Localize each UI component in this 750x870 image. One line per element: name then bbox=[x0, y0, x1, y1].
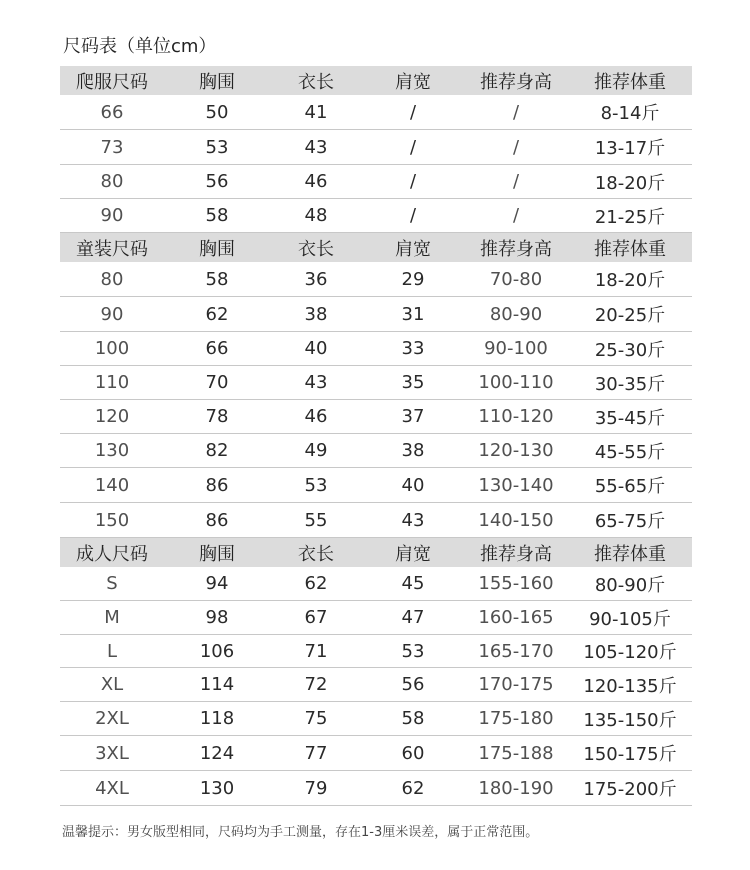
cell-height: 180-190 bbox=[478, 777, 554, 799]
header-length: 衣长 bbox=[298, 71, 334, 93]
table-row bbox=[60, 503, 692, 538]
header-shoulder: 肩宽 bbox=[395, 543, 431, 565]
cell-chest: 94 bbox=[205, 573, 229, 594]
cell-size: M bbox=[104, 607, 120, 628]
cell-chest: 86 bbox=[205, 474, 229, 496]
cell-weight: 80-90斤 bbox=[594, 574, 666, 596]
cell-size: 3XL bbox=[95, 742, 129, 764]
header-weight: 推荐体重 bbox=[594, 543, 666, 565]
cell-length: 46 bbox=[304, 171, 328, 192]
cell-weight: 135-150斤 bbox=[583, 709, 677, 731]
section-header-romper bbox=[60, 66, 692, 95]
cell-weight: 21-25斤 bbox=[594, 206, 666, 228]
cell-shoulder: 38 bbox=[401, 440, 425, 461]
header-height: 推荐身高 bbox=[480, 543, 552, 565]
header-length: 衣长 bbox=[298, 238, 334, 260]
cell-chest: 98 bbox=[205, 607, 229, 628]
cell-height: / bbox=[512, 101, 520, 123]
cell-weight: 13-17斤 bbox=[594, 138, 666, 159]
cell-height: 165-170 bbox=[478, 640, 554, 662]
header-chest: 胸围 bbox=[199, 238, 235, 260]
cell-length: 43 bbox=[304, 372, 328, 393]
cell-chest: 106 bbox=[199, 640, 235, 662]
cell-chest: 66 bbox=[205, 338, 229, 359]
cell-height: 110-120 bbox=[478, 406, 554, 427]
table-row bbox=[60, 434, 692, 468]
cell-length: 43 bbox=[304, 136, 328, 158]
cell-shoulder: 43 bbox=[401, 509, 425, 531]
cell-size: 80 bbox=[100, 171, 124, 192]
cell-chest: 62 bbox=[205, 303, 229, 325]
table-row bbox=[60, 668, 692, 702]
header-shoulder: 肩宽 bbox=[395, 71, 431, 93]
table-row bbox=[60, 567, 692, 601]
cell-weight: 65-75斤 bbox=[594, 511, 666, 532]
cell-weight: 150-175斤 bbox=[583, 744, 677, 765]
cell-length: 79 bbox=[304, 777, 328, 799]
table-row bbox=[60, 199, 692, 233]
table-row bbox=[60, 332, 692, 366]
cell-length: 55 bbox=[304, 509, 328, 531]
cell-weight: 120-135斤 bbox=[583, 675, 677, 697]
cell-height: 170-175 bbox=[478, 674, 554, 695]
table-row bbox=[60, 165, 692, 199]
table-row bbox=[60, 635, 692, 668]
cell-height: 140-150 bbox=[478, 509, 554, 531]
cell-chest: 58 bbox=[205, 205, 229, 226]
cell-shoulder: 29 bbox=[401, 268, 425, 290]
cell-height: 155-160 bbox=[478, 573, 554, 594]
cell-chest: 56 bbox=[205, 171, 229, 192]
table-row bbox=[60, 601, 692, 635]
cell-length: 72 bbox=[304, 674, 328, 695]
cell-size: 2XL bbox=[95, 708, 129, 729]
table-row bbox=[60, 130, 692, 165]
cell-length: 75 bbox=[304, 708, 328, 729]
cell-size: 90 bbox=[100, 205, 124, 226]
cell-shoulder: 47 bbox=[401, 607, 425, 628]
cell-height: 100-110 bbox=[478, 372, 554, 393]
cell-size: 110 bbox=[94, 372, 130, 393]
cell-shoulder: 58 bbox=[401, 708, 425, 729]
header-shoulder: 肩宽 bbox=[395, 238, 431, 260]
cell-shoulder: 35 bbox=[401, 372, 425, 393]
cell-chest: 78 bbox=[205, 406, 229, 427]
cell-chest: 124 bbox=[199, 742, 235, 764]
cell-height: 90-100 bbox=[484, 338, 548, 359]
table-row bbox=[60, 400, 692, 434]
cell-length: 48 bbox=[304, 205, 328, 226]
cell-length: 40 bbox=[304, 338, 328, 359]
cell-chest: 70 bbox=[205, 372, 229, 393]
cell-weight: 18-20斤 bbox=[594, 270, 666, 291]
cell-length: 41 bbox=[304, 101, 328, 123]
header-size: 童装尺码 bbox=[76, 238, 148, 260]
cell-shoulder: 56 bbox=[401, 674, 425, 695]
header-size: 成人尺码 bbox=[76, 543, 148, 565]
cell-height: 160-165 bbox=[478, 607, 554, 628]
cell-size: 4XL bbox=[95, 777, 129, 799]
cell-shoulder: 37 bbox=[401, 406, 425, 427]
cell-chest: 118 bbox=[199, 708, 235, 729]
cell-length: 71 bbox=[304, 640, 328, 662]
cell-size: 90 bbox=[100, 303, 124, 325]
cell-height: 175-188 bbox=[478, 742, 554, 764]
cell-weight: 35-45斤 bbox=[594, 407, 666, 429]
cell-shoulder: 60 bbox=[401, 742, 425, 764]
cell-height: 80-90 bbox=[489, 303, 543, 325]
cell-height: 120-130 bbox=[478, 440, 554, 461]
cell-shoulder: 62 bbox=[401, 777, 425, 799]
cell-chest: 130 bbox=[199, 777, 235, 799]
cell-height: 70-80 bbox=[489, 268, 543, 290]
cell-size: 66 bbox=[100, 101, 124, 123]
cell-length: 46 bbox=[304, 406, 328, 427]
cell-size: 100 bbox=[94, 338, 130, 359]
cell-weight: 20-25斤 bbox=[594, 305, 666, 326]
table-row bbox=[60, 297, 692, 332]
cell-chest: 114 bbox=[199, 674, 235, 695]
cell-shoulder: / bbox=[409, 136, 417, 158]
table-row bbox=[60, 771, 692, 806]
cell-weight: 8-14斤 bbox=[600, 103, 660, 124]
cell-shoulder: / bbox=[409, 205, 417, 226]
cell-chest: 58 bbox=[205, 268, 229, 290]
cell-size: 80 bbox=[100, 268, 124, 290]
cell-length: 67 bbox=[304, 607, 328, 628]
section-header-kids bbox=[60, 233, 692, 262]
header-chest: 胸围 bbox=[199, 543, 235, 565]
cell-size: S bbox=[106, 573, 118, 594]
cell-weight: 175-200斤 bbox=[583, 779, 677, 800]
header-height: 推荐身高 bbox=[480, 71, 552, 93]
cell-size: 73 bbox=[100, 136, 124, 158]
header-length: 衣长 bbox=[298, 543, 334, 565]
cell-chest: 50 bbox=[205, 101, 229, 123]
cell-height: 130-140 bbox=[478, 474, 554, 496]
cell-shoulder: 31 bbox=[401, 303, 425, 325]
header-chest: 胸围 bbox=[199, 71, 235, 93]
cell-height: / bbox=[512, 171, 520, 192]
table-row bbox=[60, 468, 692, 503]
cell-chest: 86 bbox=[205, 509, 229, 531]
cell-size: XL bbox=[100, 674, 124, 695]
cell-weight: 105-120斤 bbox=[583, 642, 677, 663]
cell-size: 140 bbox=[94, 474, 130, 496]
cell-size: 130 bbox=[94, 440, 130, 461]
header-weight: 推荐体重 bbox=[594, 238, 666, 260]
cell-shoulder: / bbox=[409, 101, 417, 123]
cell-shoulder: / bbox=[409, 171, 417, 192]
cell-weight: 55-65斤 bbox=[594, 476, 666, 497]
cell-shoulder: 53 bbox=[401, 640, 425, 662]
cell-weight: 45-55斤 bbox=[594, 441, 666, 463]
cell-shoulder: 40 bbox=[401, 474, 425, 496]
table-row bbox=[60, 736, 692, 771]
section-header-adult bbox=[60, 538, 692, 567]
table-row bbox=[60, 702, 692, 736]
cell-height: 175-180 bbox=[478, 708, 554, 729]
size-note: 温馨提示：男女版型相同，尺码均为手工测量，存在1-3厘米误差，属于正常范围。 bbox=[62, 825, 539, 840]
table-row bbox=[60, 366, 692, 400]
cell-weight: 18-20斤 bbox=[594, 172, 666, 194]
cell-length: 36 bbox=[304, 268, 328, 290]
cell-chest: 53 bbox=[205, 136, 229, 158]
cell-height: / bbox=[512, 136, 520, 158]
cell-chest: 82 bbox=[205, 440, 229, 461]
cell-height: / bbox=[512, 205, 520, 226]
cell-weight: 25-30斤 bbox=[594, 339, 666, 361]
cell-length: 38 bbox=[304, 303, 328, 325]
cell-length: 53 bbox=[304, 474, 328, 496]
cell-length: 77 bbox=[304, 742, 328, 764]
cell-size: L bbox=[106, 640, 118, 662]
cell-size: 120 bbox=[94, 406, 130, 427]
cell-weight: 90-105斤 bbox=[589, 608, 671, 630]
cell-size: 150 bbox=[94, 509, 130, 531]
header-size: 爬服尺码 bbox=[76, 71, 148, 93]
page-title: 尺码表（单位cm） bbox=[63, 36, 217, 57]
table-row bbox=[60, 262, 692, 297]
header-height: 推荐身高 bbox=[480, 238, 552, 260]
cell-length: 49 bbox=[304, 440, 328, 461]
cell-length: 62 bbox=[304, 573, 328, 594]
header-weight: 推荐体重 bbox=[594, 71, 666, 93]
size-table bbox=[60, 66, 692, 806]
cell-shoulder: 33 bbox=[401, 338, 425, 359]
table-row bbox=[60, 95, 692, 130]
cell-shoulder: 45 bbox=[401, 573, 425, 594]
cell-weight: 30-35斤 bbox=[594, 373, 666, 395]
